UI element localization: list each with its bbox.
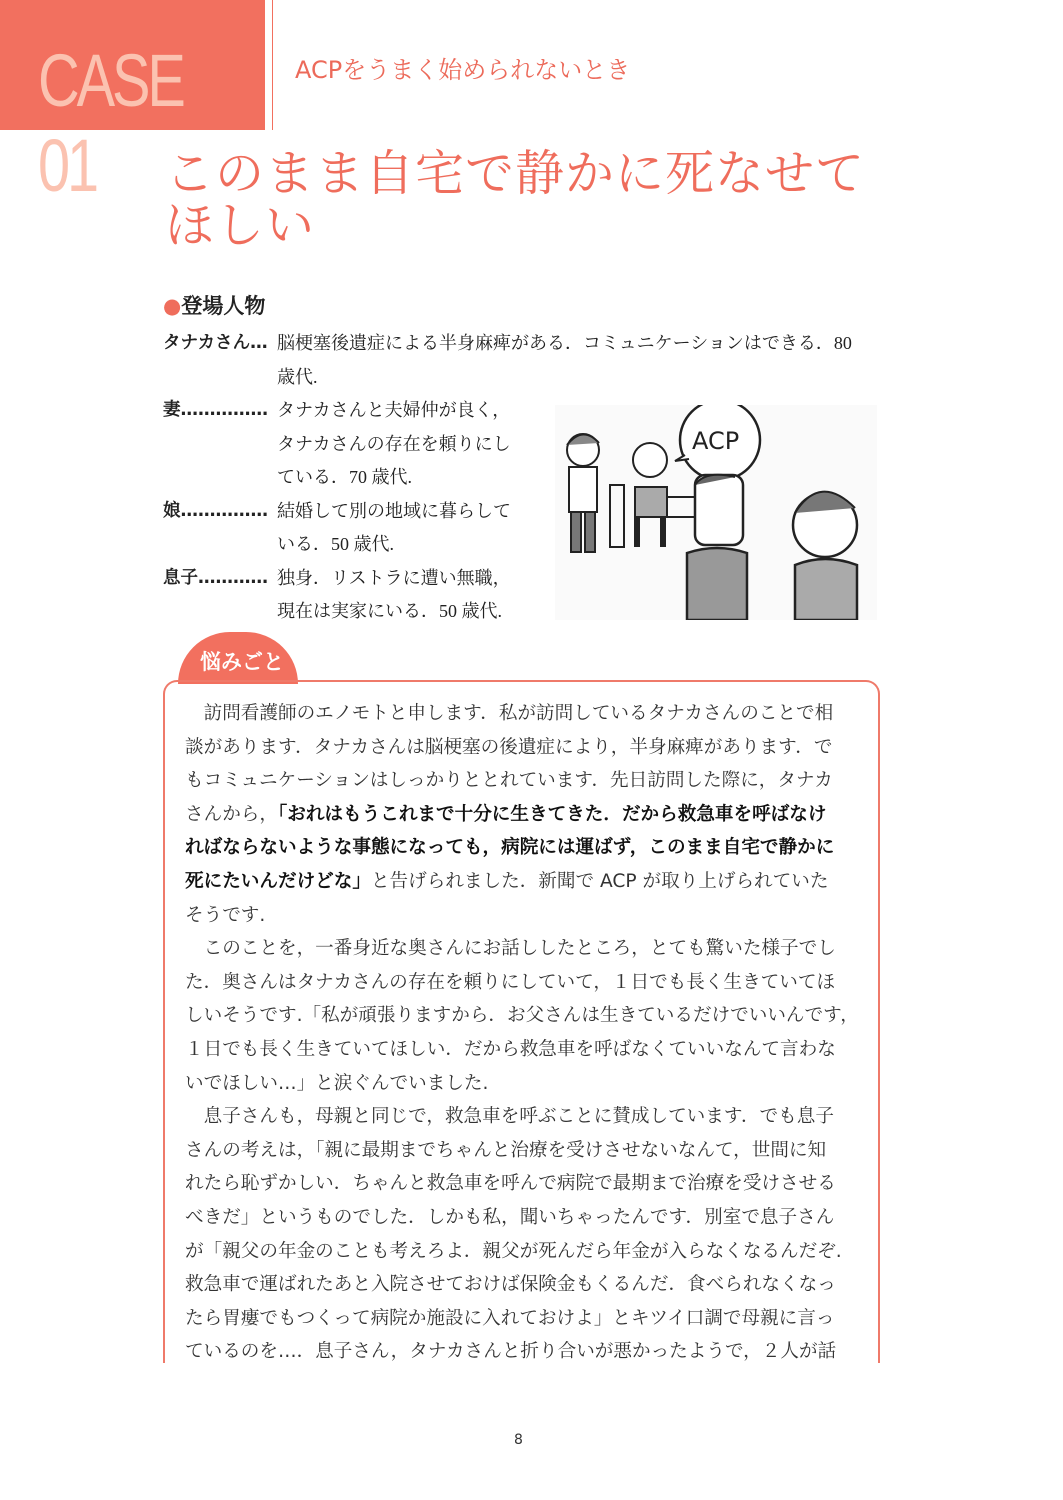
text-line	[185, 1302, 865, 1336]
character-description: タナカさんの存在を頼りにし	[277, 433, 511, 454]
case-number-block	[0, 0, 265, 207]
worries-text	[185, 697, 865, 1369]
character-description: いる．50 歳代.	[277, 534, 394, 554]
worries-tab-label: 悩みごと	[200, 650, 284, 674]
text-line	[185, 764, 865, 798]
text-line	[185, 1167, 865, 1201]
text-line	[185, 697, 865, 731]
text-segment: 談があります．タナカさんは脳梗塞の後遺症により，半身麻痺があります．で	[185, 736, 833, 758]
page-number: 8	[514, 1432, 523, 1448]
text-segment: さんから，	[185, 803, 278, 825]
character-name: 妻……………	[163, 400, 268, 420]
text-line	[185, 1033, 865, 1067]
character-row	[163, 361, 852, 395]
character-description: 結婚して別の地域に暮らして	[277, 500, 511, 521]
bold-quote: 死にたいんだけどな」	[185, 870, 371, 892]
title-line-2: ほしい	[165, 197, 316, 254]
text-line	[185, 1100, 865, 1134]
character-name: タナカさん…	[163, 333, 268, 353]
text-segment: と告げられました．新聞で ACP が取り上げられていた	[370, 870, 829, 892]
bold-quote: ればならないような事態になっても，病院には運ばず，このまま自宅で静かに	[185, 837, 835, 859]
text-line	[185, 1067, 865, 1101]
character-description: 歳代.	[277, 366, 318, 387]
character-description: 現在は実家にいる．50 歳代.	[277, 601, 502, 621]
box-clip	[150, 1363, 910, 1403]
text-line	[185, 798, 865, 832]
text-segment: ているのを…．息子さん，タナカさんと折り合いが悪かったようで，２人が話	[185, 1341, 837, 1363]
text-line	[185, 932, 865, 966]
title-line-1: このまま自宅で静かに死なせて	[165, 145, 866, 202]
text-line	[185, 1235, 865, 1269]
character-row	[163, 327, 852, 361]
acp-bubble-text: ACP	[692, 427, 740, 455]
bold-quote: 「おれはもうこれまで十分に生きてきた．だから救急車を呼ばなけ	[277, 803, 827, 825]
character-description: 脳梗塞後遺症による半身麻痺がある．コミュニケーションはできる．80	[277, 333, 852, 353]
character-description: タナカさんと夫婦仲が良く，	[277, 400, 511, 420]
worries-tab	[178, 632, 298, 684]
text-segment: たら胃瘻でもつくって病院か施設に入れておけよ」とキツイ口調で母親に言っ	[185, 1307, 835, 1329]
text-segment: た．奥さんはタナカさんの存在を頼りにしていて，１日でも長く生きていてほ	[185, 971, 836, 993]
header-divider	[272, 0, 273, 130]
text-segment: 訪問看護師のエノモトと申します．私が訪問しているタナカさんのことで相	[185, 703, 834, 724]
text-line	[185, 1268, 865, 1302]
text-segment: が「親父の年金のことも考えろよ．親父が死んだら年金が入らなくなるんだぞ.	[185, 1240, 842, 1262]
character-name: 娘……………	[163, 500, 268, 521]
text-line	[185, 1201, 865, 1235]
text-segment: もコミュニケーションはしっかりととれています．先日訪問した際に，タナカ	[185, 770, 833, 792]
page-title	[165, 145, 866, 254]
text-line	[185, 865, 865, 899]
text-line	[185, 1335, 865, 1369]
text-line	[185, 899, 865, 933]
chapter-subtitle: ACPをうまく始められないとき	[295, 56, 631, 84]
text-line	[185, 831, 865, 865]
text-segment: しいそうです.「私が頑張りますから．お父さんは生きているだけでいいんです，	[185, 1005, 859, 1027]
text-segment: れたら恥ずかしい．ちゃんと救急車を呼んで病院で最期まで治療を受けさせる	[185, 1173, 836, 1195]
text-segment: １日でも長く生きていてほしい．だから救急車を呼ばなくていいなんて言わな	[185, 1038, 836, 1060]
character-description: ている．70 歳代.	[277, 467, 412, 487]
family-illustration	[555, 405, 877, 620]
character-description: 独身．リストラに遭い無職，	[277, 567, 511, 588]
text-segment: このことを，一番身近な奥さんにお話ししたところ，とても驚いた様子でし	[185, 938, 836, 960]
text-segment: べきだ」というものでした．しかも私，聞いちゃったんです．別室で息子さん	[185, 1206, 835, 1228]
character-name	[163, 461, 277, 495]
bullet-icon: ●	[163, 294, 182, 318]
text-segment: さんの考えは，「親に最期までちゃんと治療を受けさせないなんて，世間に知	[185, 1139, 827, 1161]
case-label: CASE 01	[38, 39, 183, 207]
character-name	[163, 361, 277, 395]
text-segment: そうです.	[185, 904, 266, 926]
text-segment: いでほしい…」と涙ぐんでいました.	[185, 1072, 489, 1094]
text-segment: 救急車で運ばれたあと入院させておけば保険金もくるんだ．食べられなくなっ	[185, 1274, 836, 1296]
character-name	[163, 528, 277, 562]
text-line	[185, 1134, 865, 1168]
character-name	[163, 428, 277, 462]
characters-heading-text: 登場人物	[181, 294, 266, 318]
characters-heading	[163, 290, 265, 320]
text-line	[185, 999, 865, 1033]
character-name	[163, 595, 277, 629]
character-name: 息子…………	[163, 567, 268, 588]
text-segment: 息子さんも，母親と同じで，救急車を呼ぶことに賛成しています．でも息子	[185, 1106, 834, 1128]
text-line	[185, 731, 865, 765]
text-line	[185, 966, 865, 1000]
